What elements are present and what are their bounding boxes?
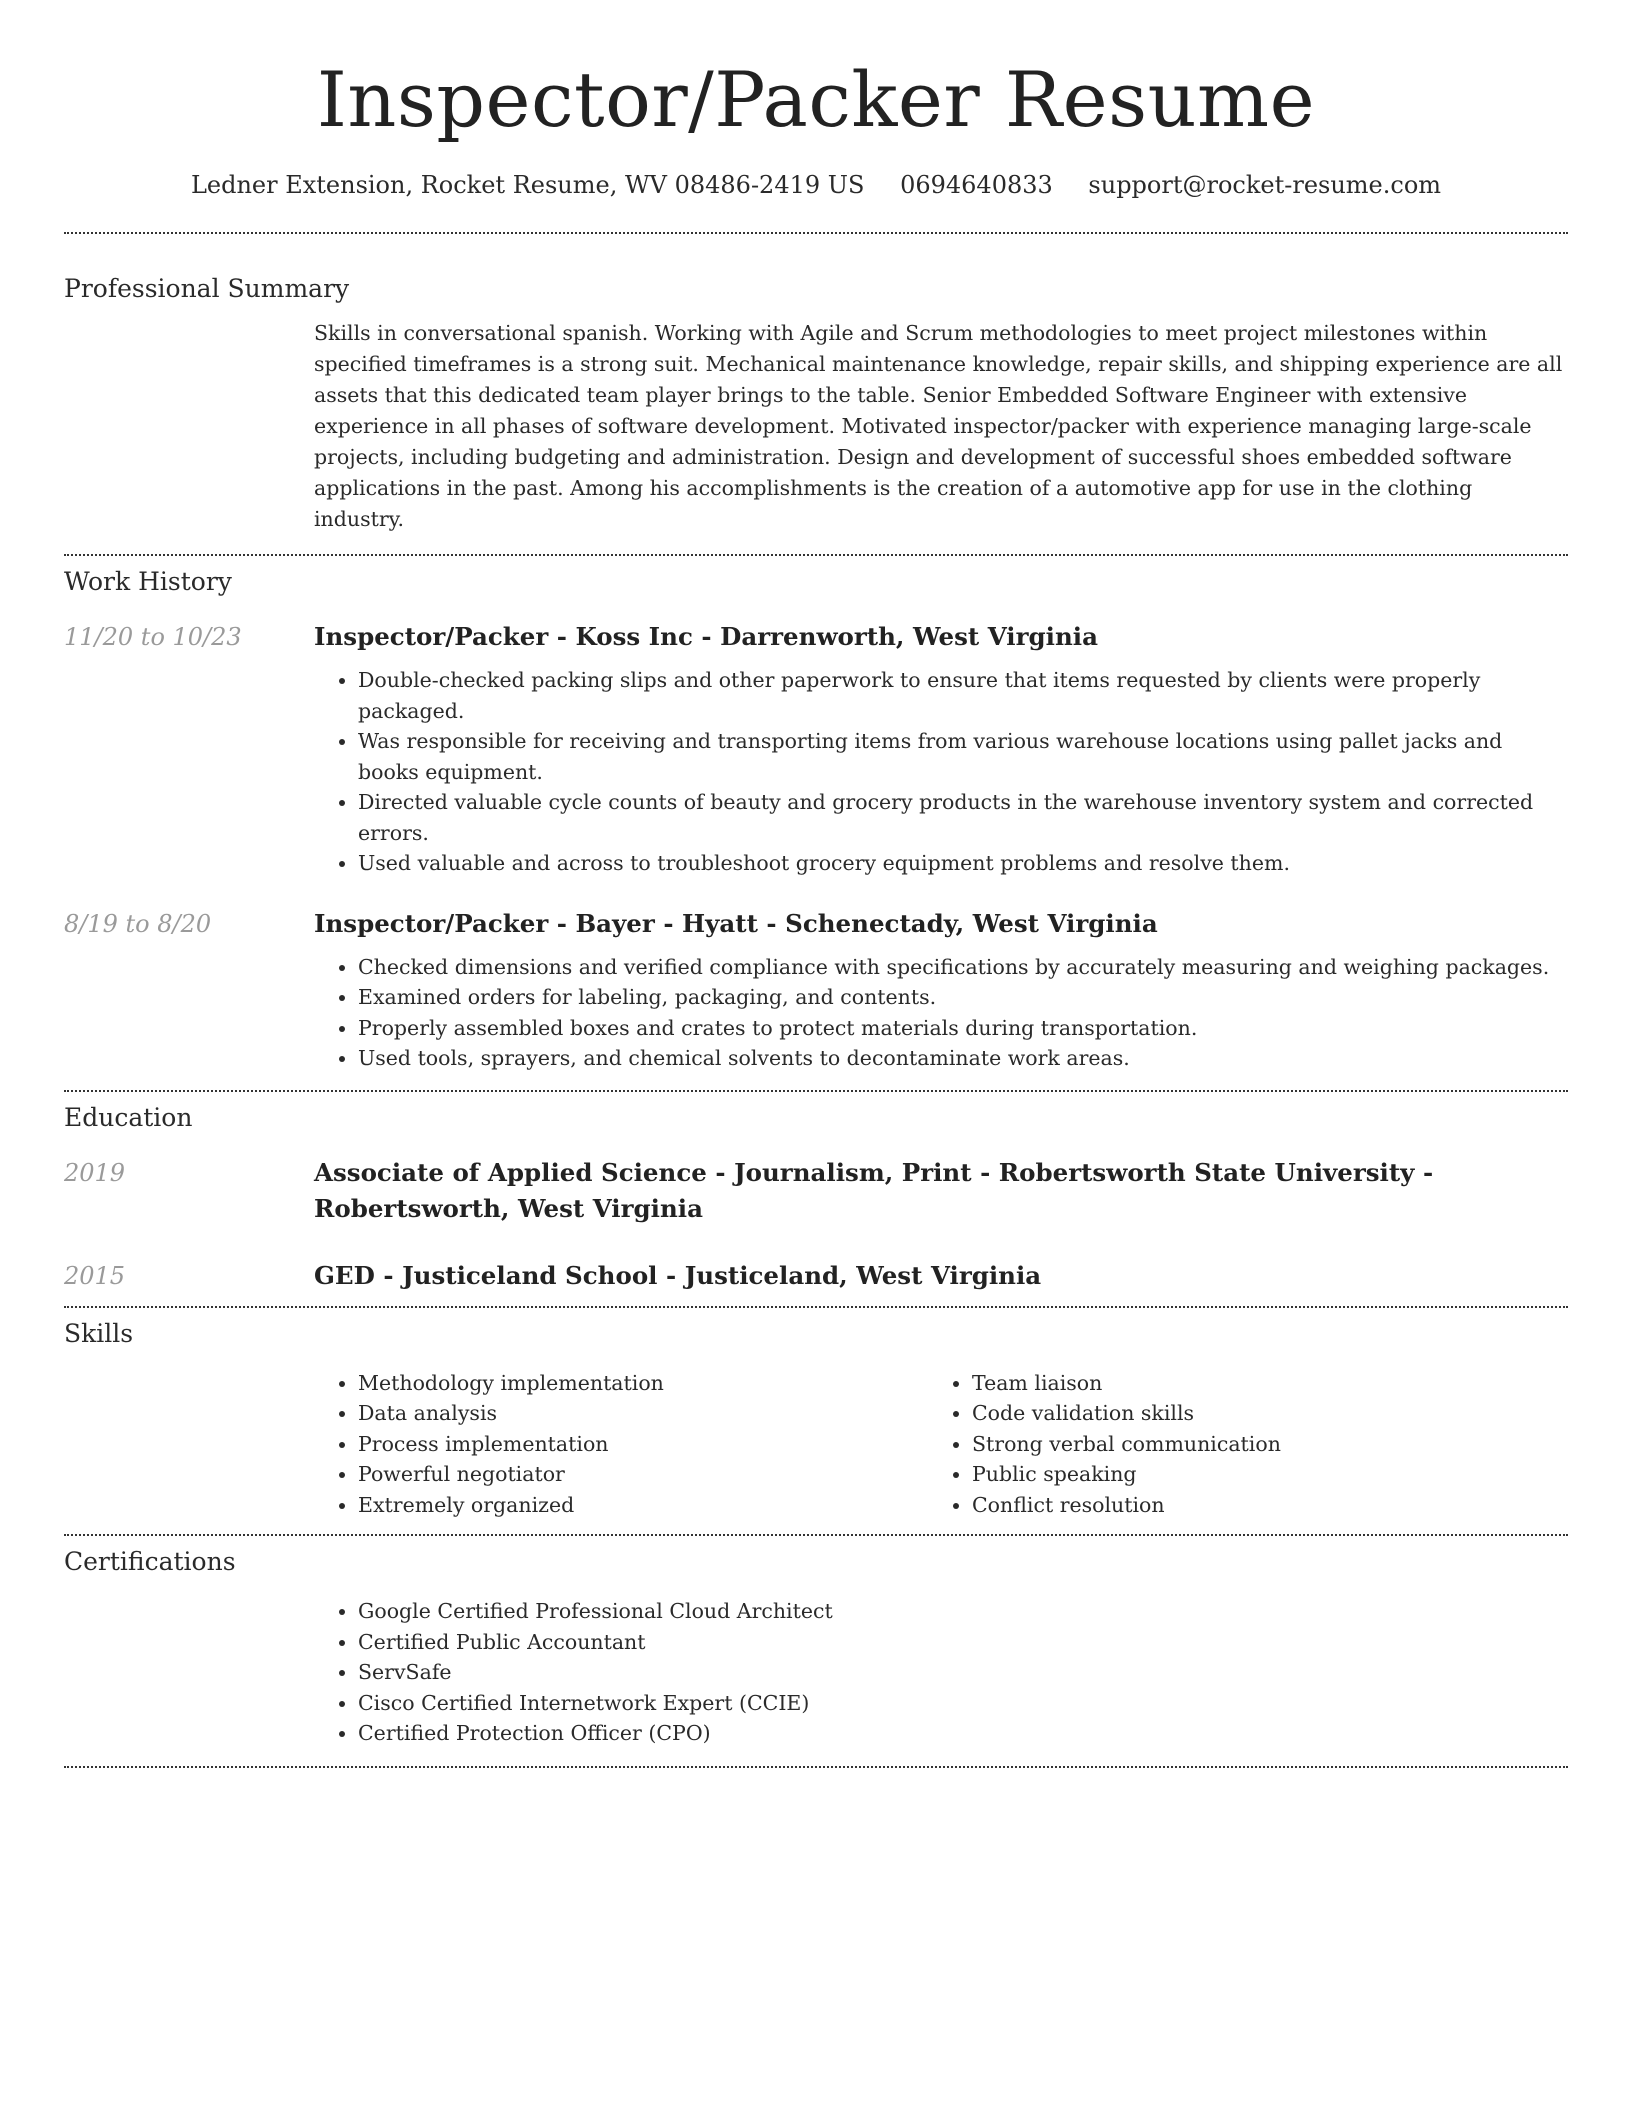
skill-item: • Team liaison	[972, 1368, 1586, 1399]
job-bullet: • Used valuable and across to troubleshoot grocery equipment problems and resolve them.	[358, 848, 1568, 879]
contact-phone: 0694640833	[900, 171, 1053, 199]
certification-item: • Cisco Certified Internetwork Expert (CCIE)	[358, 1688, 1568, 1719]
contact-line	[64, 168, 1568, 202]
certifications-section	[64, 1536, 1568, 1766]
summary-heading: Professional Summary	[64, 274, 350, 303]
education-title: GED - Justiceland School - Justiceland, West Virginia	[314, 1260, 1042, 1290]
certification-item: • Certified Public Accountant	[358, 1627, 1568, 1658]
education-entry	[64, 1258, 1568, 1294]
education-section	[64, 1092, 1568, 1306]
education-title: Associate of Applied Science - Journalism, Print - Robertsworth State University - Robertsworth, West Virginia	[314, 1157, 1434, 1223]
job-bullets	[314, 952, 1568, 1074]
skill-item: • Code validation skills	[972, 1398, 1586, 1429]
job-title: Inspector/Packer - Koss Inc - Darrenworth, West Virginia	[314, 622, 1098, 651]
job-bullet: • Directed valuable cycle counts of beauty and grocery products in the warehouse inventory system and corrected errors.	[358, 787, 1568, 848]
job-bullet: • Used tools, sprayers, and chemical solvents to decontaminate work areas.	[358, 1043, 1568, 1074]
job-bullet: • Checked dimensions and verified compliance with specifications by accurately measuring and weighing packages.	[358, 952, 1568, 983]
education-entry	[64, 1155, 1568, 1227]
job-bullets	[314, 665, 1568, 879]
skills-heading: Skills	[64, 1318, 134, 1348]
resume-page	[64, 0, 1568, 1768]
contact-address: Ledner Extension, Rocket Resume, WV 08486-2419 US	[190, 171, 865, 199]
certification-item: • ServSafe	[358, 1657, 1568, 1688]
job-entry	[64, 619, 1568, 879]
work-history-heading: Work History	[64, 567, 232, 596]
job-bullet: • Examined orders for labeling, packaging, and contents.	[358, 982, 1568, 1013]
job-dates: 11/20 to 10/23	[64, 623, 242, 651]
skill-item: • Public speaking	[972, 1459, 1586, 1490]
skill-item: • Powerful negotiator	[358, 1459, 928, 1490]
job-dates: 8/19 to 8/20	[64, 909, 212, 938]
education-heading: Education	[64, 1102, 193, 1132]
certifications-heading: Certifications	[64, 1547, 236, 1576]
skill-item: • Process implementation	[358, 1429, 928, 1460]
skill-item: • Methodology implementation	[358, 1368, 928, 1399]
skill-item: • Strong verbal communication	[972, 1429, 1586, 1460]
job-bullet: • Was responsible for receiving and transporting items from various warehouse locations using pallet jacks and books equipment.	[358, 726, 1568, 787]
contact-email: support@rocket-resume.com	[1088, 171, 1442, 199]
summary-section	[64, 234, 1568, 554]
job-bullet: • Double-checked packing slips and other paperwork to ensure that items requested by clients were properly packaged.	[358, 665, 1568, 726]
skill-item: • Data analysis	[358, 1398, 928, 1429]
certification-item: • Certified Protection Officer (CPO)	[358, 1718, 1568, 1749]
resume-title: Inspector/Packer Resume	[316, 55, 1316, 144]
skill-item: • Extremely organized	[358, 1490, 928, 1521]
skill-item: • Conflict resolution	[972, 1490, 1586, 1521]
education-year: 2019	[64, 1158, 126, 1187]
section-divider	[64, 1766, 1568, 1768]
certification-item: • Google Certified Professional Cloud Architect	[358, 1596, 1568, 1627]
certifications-list	[314, 1596, 1568, 1749]
job-entry	[64, 906, 1568, 1074]
skills-section	[64, 1308, 1568, 1535]
summary-text: Skills in conversational spanish. Working with Agile and Scrum methodologies to meet project milestones within specified timeframes is a strong suit. Mechanical maintenance knowledge, repair skills, and shipping experience are all assets that this dedicated team player brings to the table. Senior Embedded Software Engineer with extensive experience in all phases of software development. Motivated inspector/packer with experience managing large-scale projects, including budgeting and administration. Design and development of successful shoes embedded software applications in the past. Among his accomplishments is the creation of a automotive app for use in the clothing industry.	[314, 321, 1563, 531]
education-year: 2015	[64, 1261, 126, 1290]
skills-list-left	[314, 1368, 928, 1521]
skills-list-right	[928, 1368, 1586, 1521]
job-title: Inspector/Packer - Bayer - Hyatt - Schenectady, West Virginia	[314, 908, 1158, 938]
work-history-section	[64, 556, 1568, 1090]
job-bullet: • Properly assembled boxes and crates to protect materials during transportation.	[358, 1013, 1568, 1044]
